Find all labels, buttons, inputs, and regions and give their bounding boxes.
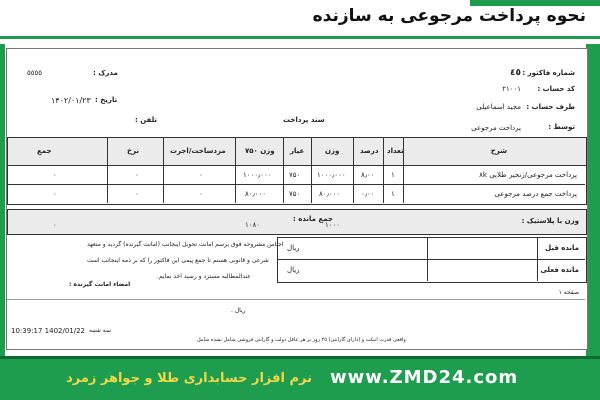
software-name: نرم افزار حسابداری طلا و جواهر زمرد xyxy=(66,371,312,386)
row-1-qty: ۱ xyxy=(391,171,395,179)
row-2-total: ۰ xyxy=(53,190,57,198)
row-1-total: ۰ xyxy=(53,171,57,179)
doc-type: سند پرداخت xyxy=(283,116,325,124)
left-accent-bar xyxy=(0,44,5,356)
col-header: عیار xyxy=(290,147,305,155)
date-label: تاریخ : xyxy=(95,96,118,104)
rial-short: ریال . xyxy=(231,307,246,314)
remaining-label: جمع مانده : xyxy=(293,215,333,223)
invoice-date: ۱۴۰۲/۰۱/۲۳ xyxy=(51,96,91,105)
balance-col-divider xyxy=(537,237,538,281)
doc-label: مدرک : xyxy=(93,69,118,77)
party-name: مجید اسماعیلی xyxy=(476,103,521,111)
page-title: نحوه پرداخت مرجوعی به سازنده xyxy=(312,6,586,26)
col-divider xyxy=(383,137,384,203)
curr-balance-currency: ریال xyxy=(287,266,300,274)
row-2-weight: ۸۰٫۰۰۰ xyxy=(319,190,341,198)
row-1-fee: ۰ xyxy=(199,171,203,179)
party-label: طرف حساب : xyxy=(526,103,575,111)
col-header: تعداد xyxy=(387,147,404,155)
website-link[interactable]: www.ZMD24.com xyxy=(330,367,519,388)
row-1-rate: ۰ xyxy=(135,171,139,179)
row-1-karat: ۷۵۰ xyxy=(289,171,301,179)
doc-value: ٥٥٥٥ xyxy=(27,69,43,77)
col-header: درصد xyxy=(360,147,379,155)
prev-balance-currency: ریال xyxy=(287,244,300,252)
row-divider xyxy=(7,184,585,185)
balance-divider xyxy=(277,259,585,260)
promo-footer xyxy=(0,356,600,400)
footer-top-bar xyxy=(0,356,600,359)
col-divider xyxy=(311,137,312,203)
account-code: ۲۱۰۰۱ xyxy=(502,85,521,93)
row-1-pct: ۸٫۰۰ xyxy=(361,171,375,179)
invoice-no: ٤٥ xyxy=(510,68,521,78)
balance-col-divider xyxy=(427,237,428,281)
footer-note: واقعی قدرت اتیکت و (دارای گارانتی) ٢٥ روز بر هر عاقل دولت و گارانتی فروشی شامل نشده شامل xyxy=(197,337,406,343)
row-2-qty: ۱ xyxy=(391,190,395,198)
row-2-fee: ۰ xyxy=(199,190,203,198)
col-header: جمع xyxy=(37,147,52,155)
col-divider xyxy=(353,137,354,203)
col-divider xyxy=(163,137,164,203)
print-timestamp: 10:39:17 1402/01/22 xyxy=(11,327,86,335)
page-number: صفحه ۱ xyxy=(558,289,579,296)
row-2-pct: ۰٫۰۰ xyxy=(361,190,375,198)
col-divider xyxy=(235,137,236,203)
row-2-rate: ۰ xyxy=(135,190,139,198)
note-line-3: عندالمطالبه مسترد و رسید اخذ نمایم. xyxy=(157,273,251,280)
col-divider xyxy=(283,137,284,203)
total-w750: ۱۰۸۰ xyxy=(245,221,261,229)
note-line-1: اجناس مشروحه فوق برسم امانت تحویل اینجانب (امانت گیرنده) گردید و متعهد xyxy=(87,241,284,248)
trustee-sign-label: امضاء امانت گیرنده : xyxy=(69,281,131,288)
row-2-w750: ۸۰٫۰۰۰ xyxy=(245,190,267,198)
col-header: شرح xyxy=(490,147,507,155)
col-header: نرخ xyxy=(127,147,140,155)
col-divider xyxy=(107,137,108,203)
prev-balance-label: مانده قبل xyxy=(545,244,579,252)
row-1-desc: پرداخت مرجوعی/زنجیر طلایی ۸k xyxy=(479,171,577,179)
row-2-karat: ۷۵۰ xyxy=(289,190,301,198)
footer-divider xyxy=(7,299,585,300)
invoice-no-label: شماره فاکتور : xyxy=(522,69,575,77)
note-line-2: شرعی و قانونی هستم تا جمع پیمی این فاکتور را که بر ذمه اینجانب است xyxy=(87,257,269,264)
header-divider xyxy=(0,36,600,39)
total-weight: ۱۰۰۰ xyxy=(325,221,341,229)
phone-label: تلفن : xyxy=(135,116,158,124)
row-1-weight: ۱۰۰۰٫۰۰۰ xyxy=(317,171,346,179)
row-1-w750: ۱۰۰۰٫۰۰۰ xyxy=(243,171,272,179)
col-header: وزن ۷۵۰ xyxy=(245,147,275,155)
col-header: وزن xyxy=(325,147,340,155)
col-header: مزدساخت/اجرت xyxy=(170,147,226,155)
invoice-sheet xyxy=(6,48,588,350)
by-value: پرداخت مرجوعی xyxy=(471,124,521,132)
total-label: وزن با پلاستیک : xyxy=(521,217,579,225)
curr-balance-label: مانده فعلی xyxy=(540,266,579,274)
print-day: سه شنبه xyxy=(89,327,112,334)
page-header xyxy=(0,0,600,42)
balance-box xyxy=(277,237,587,283)
total-sum: ۰ xyxy=(53,221,57,229)
account-code-label: کد حساب : xyxy=(537,85,575,93)
by-label: توسط : xyxy=(548,123,575,131)
right-accent-bar xyxy=(586,44,600,356)
row-2-desc: پرداخت جمع درصد مرجوعی xyxy=(494,190,577,198)
